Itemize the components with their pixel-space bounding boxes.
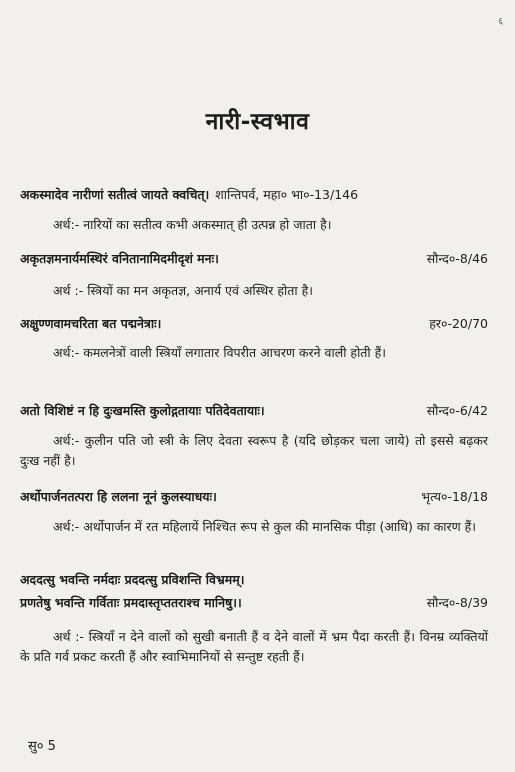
verse-line <box>20 250 488 268</box>
verse-line <box>20 571 488 589</box>
verse-line <box>20 594 488 612</box>
verse-reference: हर०-20/70 <box>429 316 488 331</box>
corner-mark: ६ <box>498 17 503 27</box>
verse-reference: सौन्द०-8/46 <box>426 251 488 266</box>
meaning-text: अर्थ:- नारियों का सतीत्व कभी अकस्मात् ही उत्पन्न हो जाता है। <box>53 217 332 232</box>
verse-text: अक्षुण्णवामचरिता बत पद्मनेत्राः। <box>20 316 162 331</box>
verse-text: प्रणतेषु भवन्ति गर्विताः प्रमदास्तृप्ततराश्च मानिषु।। <box>20 595 242 610</box>
verse-text: अर्थोपार्जनतत्परा हि ललना नूनं कुलस्याधयः। <box>20 489 217 504</box>
verse-text: अददत्सु भवन्ति नर्मदाः प्रददत्सु प्रविशन्ति विभ्रमम्। <box>20 572 245 587</box>
meaning-text: अर्थ :- स्त्रियों का मन अकृतज्ञ, अनार्य एवं अस्थिर होता है। <box>53 283 313 298</box>
verse-reference: सौन्द०-6/42 <box>426 403 488 418</box>
verse-reference: सौन्द०-8/39 <box>426 595 488 610</box>
verse-reference: शान्तिपर्व, महा० भा०-13/146 <box>215 187 359 202</box>
meaning-text: अर्थ:- अर्थोपार्जन में रत महिलायें निश्चित रूप से कुल की मानसिक पीड़ा (आधि) का कारण हैं। <box>53 519 477 534</box>
verse-line <box>20 402 488 420</box>
verse-text: अकस्मादेव नारीणां सतीत्वं जायते क्वचित्। <box>20 187 210 202</box>
page-title: नारी-स्वभाव <box>205 109 310 135</box>
verse-line <box>20 488 488 506</box>
verse-text: अतो विशिष्टं न हि दुःखमस्ति कुलोद्गतायाः पतिदेवतायाः। <box>20 403 265 418</box>
verse-text: अकृतज्ञमनार्यमस्थिरं वनितानामिदमीदृशं मनः। <box>20 251 219 266</box>
meaning-text: अर्थ:- कमलनेत्रों वाली स्त्रियाँ लगातार विपरीत आचरण करने वाली होती हैं। <box>53 345 387 360</box>
verse-line <box>20 186 488 204</box>
verse-reference: भृत्य०-18/18 <box>421 489 488 504</box>
page-footer: सु० 5 <box>28 739 56 754</box>
meaning-text: अर्थ:- कुलीन पति जो स्त्री के लिए देवता स्वरूप है (यदि छोड़कर चला जाये) तो इससे बढ़कर दुःख नहीं है। <box>20 433 488 468</box>
meaning-text: अर्थ :- स्त्रियाँ न देने वालों को सुखी बनाती हैं व देने वालों में भ्रम पैदा करती हैं। विनम्र व्यक्तियों के प्रति गर्व प्रकट करती हैं और स्वाभिमानियों से सन्तुष्ट रहती हैं। <box>20 629 488 664</box>
verse-line <box>20 315 488 333</box>
